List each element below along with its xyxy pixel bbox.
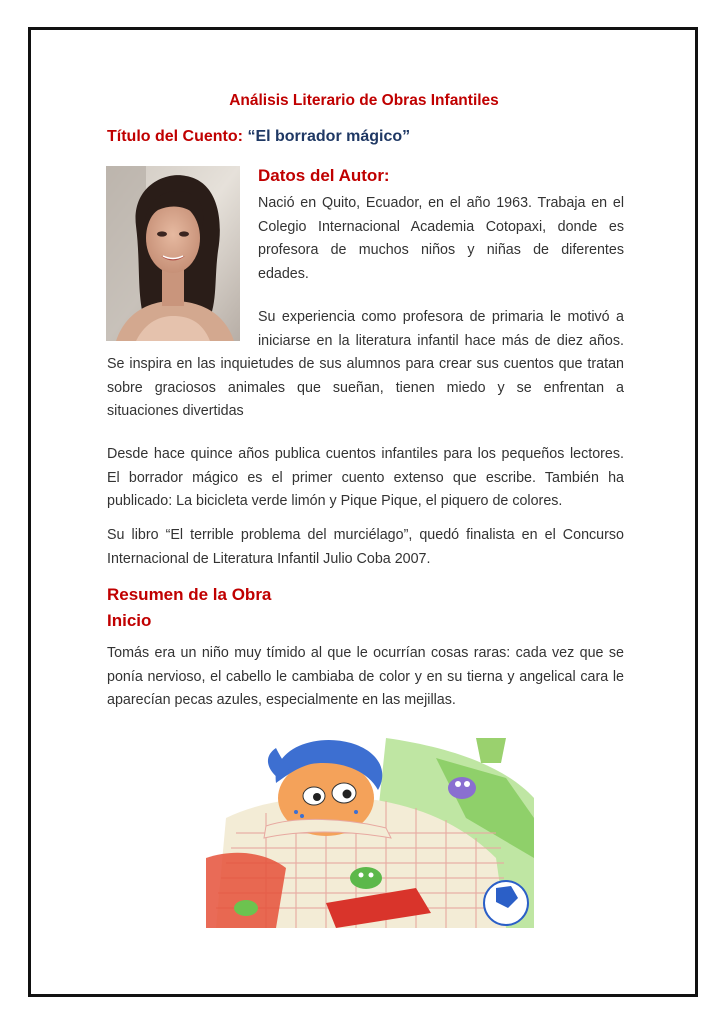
author-paragraph-4 [107, 524, 624, 571]
author-photo [106, 166, 240, 341]
text-line: profesora de muchos niños y niñas de diferentes [258, 242, 624, 258]
text-line: publicado: La bicicleta verde limón y Pique Pique, el piquero de colores. [107, 493, 563, 509]
child-in-bed-illustration [206, 738, 534, 928]
text-line: Nació en Quito, Ecuador, en el año 1963. Trabaja en el [258, 195, 624, 211]
summary-subheading-inicio: Inicio [107, 611, 152, 630]
text-line: El borrador mágico es el primer cuento extenso que escribe. También ha [107, 469, 624, 486]
text-line: sobre graciosos animales que sueñan, tienen miedo y se enfrentan a [107, 379, 624, 396]
author-heading: Datos del Autor: [258, 166, 390, 185]
text-line: edades. [258, 265, 309, 282]
summary-heading: Resumen de la Obra [107, 585, 272, 604]
author-paragraph-2-bottom [107, 353, 624, 424]
text-line: iniciarse en la literatura infantil hace más de diez años. [258, 332, 624, 349]
author-paragraph-2-top [258, 306, 624, 353]
story-title-value: “El borrador mágico” [247, 128, 411, 145]
text-line: Desde hace quince años publica cuentos infantiles para los pequeños lectores. [107, 446, 624, 462]
author-portrait-image [106, 166, 240, 341]
text-line: Internacional de Literatura Infantil Julio Coba 2007. [107, 550, 431, 567]
author-paragraph-1 [258, 192, 624, 286]
text-line: ponía nervioso, el cabello le cambiaba de color y en su tierna y angelical cara le [107, 668, 624, 685]
text-line: Colegio Internacional Academia Cotopaxi, donde es [258, 218, 624, 235]
text-line: aparecían pecas azules, especialmente en las mejillas. [107, 692, 456, 708]
story-illustration [206, 738, 534, 928]
summary-paragraph [107, 642, 624, 713]
story-title-label: Título del Cuento: [107, 128, 243, 145]
text-line: situaciones divertidas [107, 403, 244, 419]
document-title: Análisis Literario de Obras Infantiles [229, 92, 499, 109]
author-paragraph-3 [107, 443, 624, 514]
text-line: Su libro “El terrible problema del murciélago”, quedó finalista en el Concurso [107, 527, 624, 543]
story-title-line [107, 128, 410, 146]
text-line: Se inspira en las inquietudes de sus alumnos para crear sus cuentos que tratan [107, 356, 624, 372]
text-line: Su experiencia como profesora de primaria le motivó a [258, 309, 624, 325]
text-line: Tomás era un niño muy tímido al que le ocurrían cosas raras: cada vez que se [107, 645, 624, 661]
